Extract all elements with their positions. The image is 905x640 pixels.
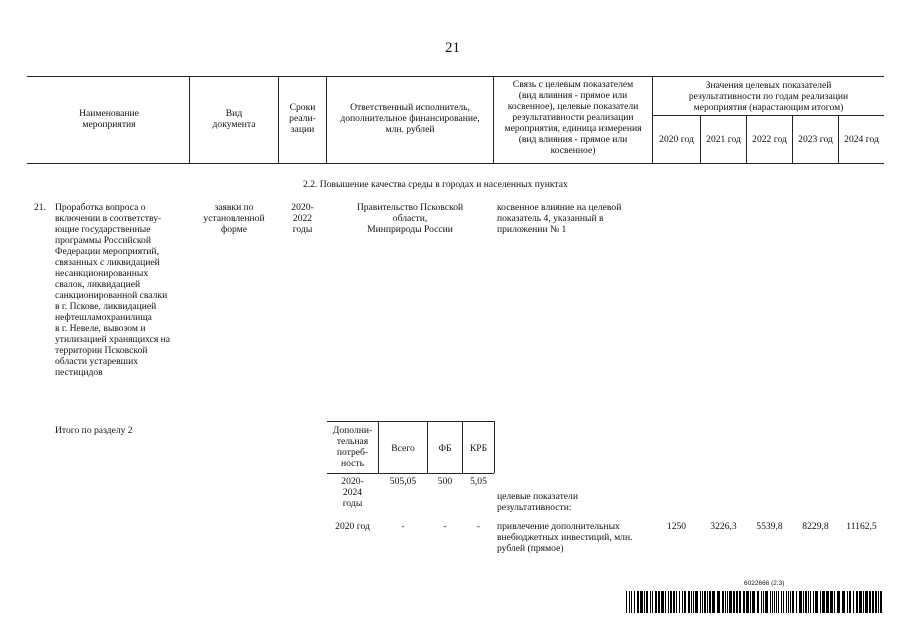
barcode-bar	[757, 591, 759, 613]
barcode-bar	[739, 591, 741, 613]
header-bottom-rule	[27, 163, 884, 164]
row-terms: 2020- 2022 годы	[291, 202, 314, 235]
barcode-bar	[688, 591, 690, 613]
barcode-bar	[712, 591, 715, 613]
barcode-bar	[634, 591, 635, 613]
barcode-bar	[830, 591, 833, 613]
barcode-bar	[834, 591, 835, 613]
barcode-bar	[820, 591, 821, 613]
barcode-bar	[872, 591, 874, 613]
fin-row-fb: 500	[437, 476, 453, 487]
barcode-bar	[673, 591, 675, 613]
barcode-bar	[792, 591, 794, 613]
fin-table-bottom-rule	[327, 473, 494, 474]
indicator-value-2023: 8229,8	[802, 521, 829, 532]
barcode-label: 6022666 (2.3)	[744, 580, 785, 587]
barcode-bar	[704, 591, 706, 613]
section-title: 2.2. Повышение качества среды в городах и населенных пунктах	[303, 179, 568, 190]
barcode-bar	[676, 591, 677, 613]
barcode-bar	[684, 591, 686, 613]
barcode-bar	[637, 591, 639, 613]
header-year: 2020 год	[659, 134, 694, 145]
barcode-bar	[743, 591, 745, 613]
barcode-bar	[822, 591, 825, 613]
header-top-rule	[27, 76, 884, 77]
fin-row-total: 505,05	[389, 476, 417, 487]
barcode-bar	[655, 591, 657, 613]
indicator-text: привлечение дополнительных внебюджетных инвестиций, млн. рублей (прямое)	[497, 521, 633, 554]
barcode-bar	[650, 591, 651, 613]
barcode-bar	[722, 591, 724, 613]
barcode-bar	[670, 591, 672, 613]
fin-header-need: Дополни- тельная потреб- ность	[332, 425, 373, 469]
barcode-bar	[640, 591, 643, 613]
fin-row-period: 2020- 2024 годы	[341, 476, 364, 509]
barcode-bar	[813, 591, 814, 613]
barcode-bar	[880, 591, 882, 613]
barcode-bar	[781, 591, 782, 613]
barcode-bar	[796, 591, 797, 613]
barcode-bar	[869, 591, 871, 613]
barcode-bar	[778, 591, 779, 613]
barcode	[626, 591, 884, 613]
barcode-bar	[853, 591, 854, 613]
row-name: Проработка вопроса о включении в соответству- ющие государственные программы Российской Федерации мероприятий, связанных с ликвидацией несанкционированных свалок, ликвидацией санкционированной свалки в г. Пскове, ликвидацией нефтешламохранилища в г. Невеле, вывозом и утилизацией хранящихся на территории Псковской области устаревших пестицидов	[55, 202, 171, 378]
barcode-bar	[837, 591, 840, 613]
header-values-rule	[652, 115, 884, 116]
barcode-bar	[783, 591, 784, 613]
barcode-bar	[786, 591, 787, 613]
indicators-label: целевые показатели результативности:	[497, 491, 578, 513]
fin-table-top-rule	[327, 421, 494, 422]
row-document-type: заявки по установленной форме	[203, 202, 265, 235]
fin-row-krb: -	[476, 521, 481, 532]
header-year: 2023 год	[798, 134, 833, 145]
page-number: 21	[445, 40, 460, 56]
barcode-bar	[863, 591, 864, 613]
indicator-value-2020: 1250	[666, 521, 687, 532]
barcode-bar	[691, 591, 692, 613]
barcode-bar	[761, 591, 762, 613]
barcode-bar	[810, 591, 811, 613]
barcode-bar	[774, 591, 775, 613]
fin-row-krb: 5,05	[470, 476, 487, 487]
barcode-bar	[727, 591, 728, 613]
barcode-bar	[736, 591, 738, 613]
barcode-bar	[661, 591, 664, 613]
barcode-bar	[788, 591, 789, 613]
barcode-bar	[629, 591, 630, 613]
row-responsible: Правительство Псковской области, Минприроды России	[356, 202, 464, 235]
barcode-bar	[878, 591, 879, 613]
barcode-bar	[776, 591, 777, 613]
header-col-responsible: Ответственный исполнитель, дополнительное финансирование, млн. рублей	[340, 102, 480, 135]
barcode-bar	[765, 591, 768, 613]
barcode-bar	[709, 591, 711, 613]
barcode-bar	[665, 591, 666, 613]
barcode-bar	[725, 591, 726, 613]
header-col-document: Вид документа	[212, 108, 256, 130]
fin-header-fb: ФБ	[438, 443, 452, 454]
header-col-name: Наименование мероприятия	[79, 108, 139, 130]
header-col-link: Связь с целевым показателем (вид влияния - прямое или косвенное), целевые показатели результативности реализации мероприятия, единица измерения (вид влияния - прямое или косвенное)	[504, 79, 642, 156]
barcode-bar	[772, 591, 773, 613]
barcode-bar	[849, 591, 851, 613]
fin-header-krb: КРБ	[469, 443, 488, 454]
barcode-bar	[679, 591, 680, 613]
header-year: 2022 год	[752, 134, 787, 145]
barcode-bar	[733, 591, 735, 613]
fin-row-fb: -	[443, 521, 447, 532]
barcode-bar	[875, 591, 877, 613]
barcode-bar	[682, 591, 683, 613]
barcode-bar	[631, 591, 632, 613]
barcode-bar	[865, 591, 868, 613]
barcode-bar	[746, 591, 749, 613]
fin-header-total: Всего	[391, 443, 415, 454]
barcode-bar	[752, 591, 755, 613]
barcode-bar	[702, 591, 703, 613]
barcode-bar	[695, 591, 698, 613]
header-year: 2021 год	[706, 134, 741, 145]
barcode-bar	[808, 591, 809, 613]
indicator-value-2024: 11162,5	[846, 521, 877, 532]
barcode-bar	[790, 591, 791, 613]
row-number: 21.	[34, 202, 46, 213]
indicator-value-2022: 5539,8	[756, 521, 783, 532]
barcode-bar	[658, 591, 660, 613]
barcode-bar	[668, 591, 669, 613]
barcode-bar	[770, 591, 771, 613]
barcode-bar	[815, 591, 818, 613]
barcode-bar	[693, 591, 694, 613]
total-label: Итого по разделу 2	[55, 425, 133, 436]
barcode-bar	[847, 591, 848, 613]
barcode-bar	[842, 591, 845, 613]
fin-row-total: -	[401, 521, 405, 532]
barcode-bar	[826, 591, 829, 613]
barcode-bar	[626, 591, 627, 613]
header-year: 2024 год	[844, 134, 879, 145]
fin-table-divider	[494, 421, 495, 473]
barcode-bar	[707, 591, 708, 613]
barcode-bar	[856, 591, 858, 613]
barcode-bar	[700, 591, 701, 613]
row-link: косвенное влияние на целевой показатель 4, указанный в приложении № 1	[497, 202, 622, 235]
barcode-bar	[799, 591, 802, 613]
barcode-bar	[646, 591, 648, 613]
header-col-terms: Сроки реали- зации	[289, 102, 316, 135]
barcode-bar	[805, 591, 807, 613]
fin-row-year: 2020 год	[335, 521, 370, 532]
barcode-bar	[803, 591, 804, 613]
barcode-bar	[763, 591, 764, 613]
barcode-bar	[750, 591, 751, 613]
barcode-bar	[652, 591, 653, 613]
barcode-bar	[729, 591, 732, 613]
header-col-values: Значения целевых показателей результативности по годам реализации мероприятия (нарастающим итогом)	[688, 80, 849, 113]
indicator-value-2021: 3226,3	[710, 521, 737, 532]
barcode-bar	[644, 591, 645, 613]
barcode-bar	[859, 591, 862, 613]
barcode-bar	[717, 591, 720, 613]
